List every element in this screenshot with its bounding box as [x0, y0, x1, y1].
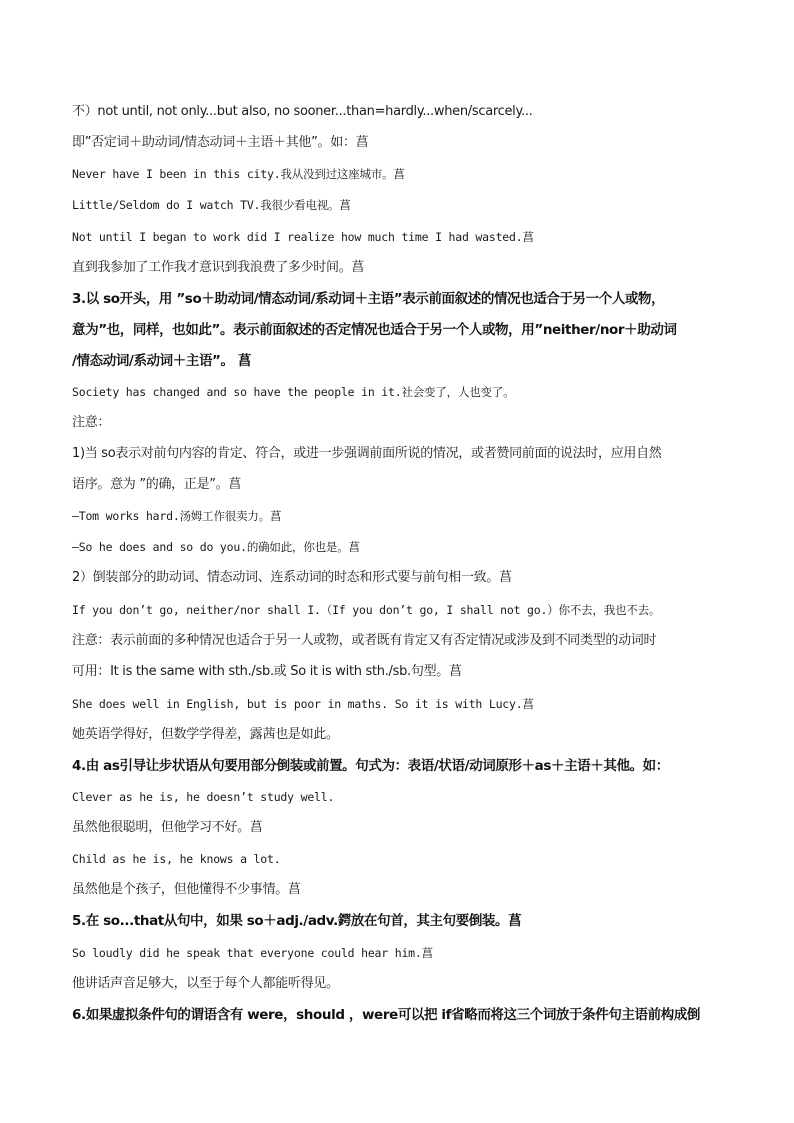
section-heading-6: 6.如果虚拟条件句的谓语含有 were，should ，were可以把 if省略而将这三个词放于条件句主语前构成倒 [72, 1007, 701, 1023]
example-sentence: Clever as he is, he doesn’t study well. [72, 790, 335, 804]
example-dialogue: —So he does and so do you.的确如此，你也是。菖 [72, 540, 360, 554]
example-dialogue: —Tom works hard.汤姆工作很卖力。菖 [72, 509, 282, 523]
text-line: 不）not until, not only...but also, no sooner...than=hardly...when/scarcely... [72, 104, 533, 119]
section-heading-3-cont: /情态动词/系动词＋主语”。 菖 [72, 353, 252, 369]
translation-line: 直到我参加了工作我才意识到我浪费了多少时间。菖 [72, 260, 365, 275]
translation-line: 他讲话声音足够大，以至于每个人都能听得见。 [72, 976, 339, 991]
text-line: 即”否定词＋助动词/情态动词＋主语＋其他”。如：菖 [72, 135, 369, 150]
example-sentence: Little/Seldom do I watch TV.我很少看电视。菖 [72, 198, 351, 212]
note-text: 注意：表示前面的多种情况也适合于另一人或物，或者既有肯定又有否定情况或涉及到不同类型的动词时 [72, 633, 657, 648]
example-sentence: Not until I began to work did I realize how much time I had wasted.菖 [72, 230, 534, 244]
translation-line: 虽然他很聪明，但他学习不好。菖 [72, 820, 263, 835]
note-item-2: 2）倒装部分的助动词、情态动词、连系动词的时态和形式要与前句相一致。菖 [72, 570, 512, 585]
example-sentence: Never have I been in this city.我从没到过这座城市。菖 [72, 167, 405, 181]
note-item-1-cont: 语序。意为 ”的确，正是”。菖 [72, 477, 242, 492]
section-heading-4: 4.由 as引导让步状语从句要用部分倒装或前置。句式为：表语/状语/动词原形＋as＋主语＋其他。如： [72, 758, 669, 774]
example-sentence: If you don’t go, neither/nor shall I.（If you don’t go, I shall not go.）你不去，我也不去。 [72, 603, 661, 617]
section-heading-3-cont: 意为”也，同样，也如此”。表示前面叙述的否定情况也适合于另一个人或物，用”neither/nor＋助动词 [72, 322, 677, 338]
note-text-cont: 可用：It is the same with sth./sb.或 So it is with sth./sb.句型。菖 [72, 664, 462, 679]
note-label: 注意： [72, 415, 111, 430]
translation-line: 虽然他是个孩子，但他懂得不少事情。菖 [72, 882, 301, 897]
section-heading-3: 3.以 so开头，用 ”so＋助动词/情态动词/系动词＋主语”表示前面叙述的情况也适合于另一个人或物， [72, 291, 665, 307]
translation-line: 她英语学得好，但数学学得差，露茜也是如此。 [72, 727, 339, 742]
note-item-1: 1)当 so表示对前句内容的肯定、符合，或进一步强调前面所说的情况，或者赞同前面的说法时，应用自然 [72, 446, 662, 461]
example-sentence: Society has changed and so have the people in it.社会变了，人也变了。 [72, 385, 515, 399]
example-sentence: Child as he is, he knows a lot. [72, 852, 281, 866]
example-sentence: She does well in English, but is poor in maths. So it is with Lucy.菖 [72, 697, 534, 711]
example-sentence: So loudly did he speak that everyone could hear him.菖 [72, 946, 433, 960]
section-heading-5: 5.在 so...that从句中，如果 so＋adj./adv.鍔放在句首，其主句要倒装。菖 [72, 913, 522, 929]
